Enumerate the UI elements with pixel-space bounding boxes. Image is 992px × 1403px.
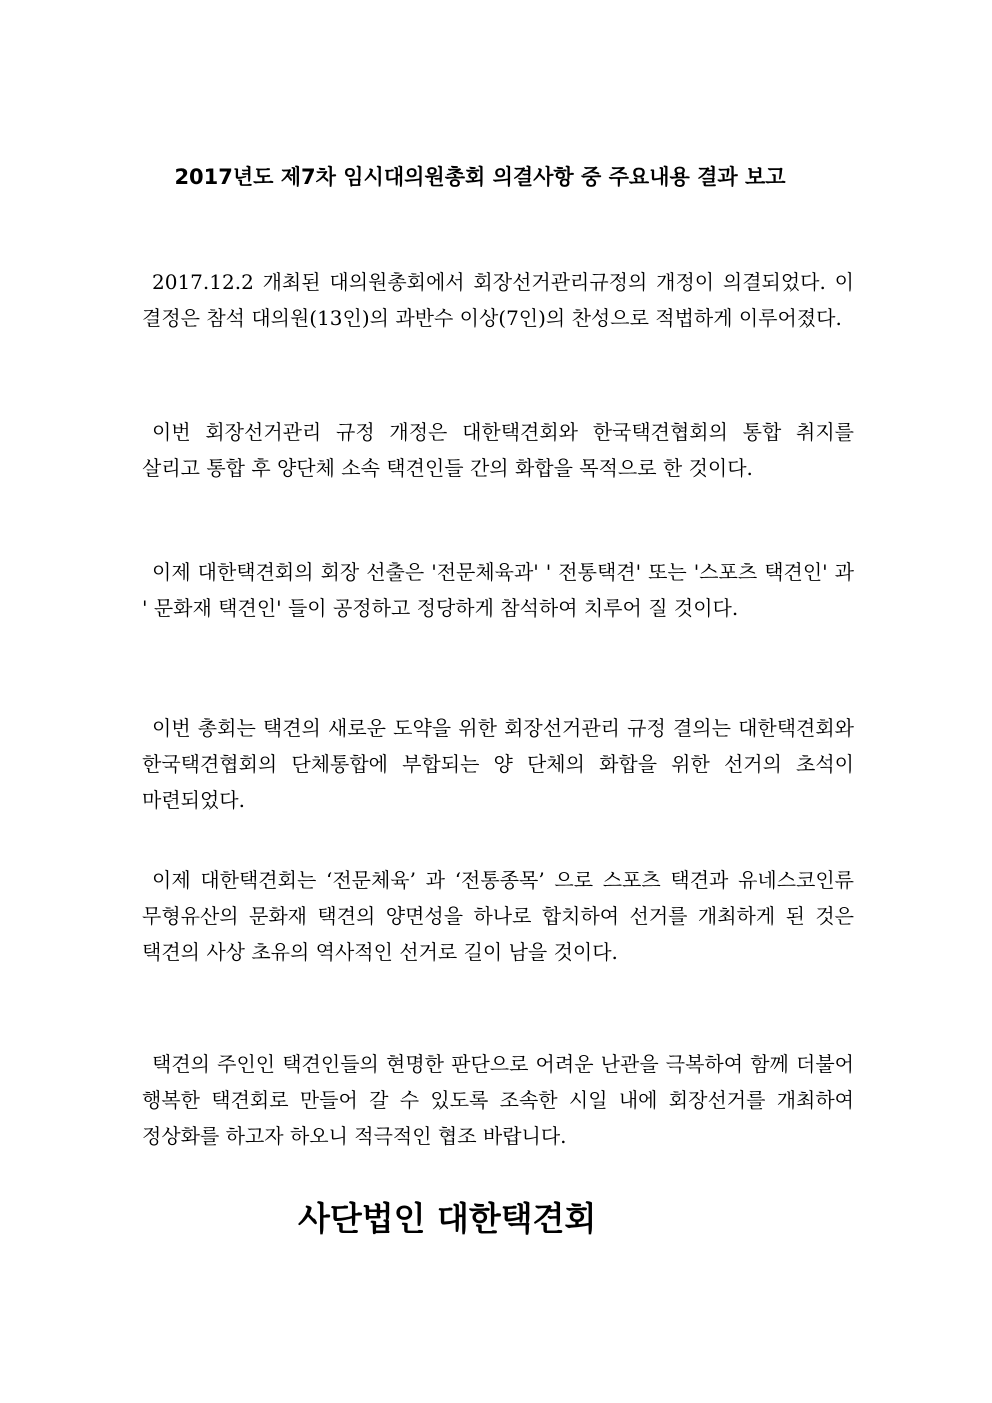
- paragraph-request: 택견의 주인인 택견인들의 현명한 판단으로 어려운 난관을 극복하여 함께 더불어 행복한 택견회로 만들어 갈 수 있도록 조속한 시일 내에 회장선거를 개최하여 정상화를 하고자 하오니 적극적인 협조 바랍니다.: [142, 1052, 854, 1148]
- paragraph-historic: 이제 대한택견회는 ‘전문체육’ 과 ‘전통종목’ 으로 스포츠 택견과 유네스코인류 무형유산의 문화재 택견의 양면성을 하나로 합치하여 선거를 개최하게 된 것은 택견의 사상 초유의 역사적인 선거로 길이 남을 것이다.: [142, 868, 854, 964]
- document-title: 2017년도 제7차 임시대의원총회 의결사항 중 주요내용 결과 보고: [174, 165, 786, 189]
- paragraph-purpose: 이번 회장선거관리 규정 개정은 대한택견회와 한국택견협회의 통합 취지를 살리고 통합 후 양단체 소속 택견인들 간의 화합을 목적으로 한 것이다.: [142, 420, 854, 480]
- paragraph-election: 이제 대한택견회의 회장 선출은 '전문체육과' ' 전통택견' 또는 '스포츠 택견인' 과 ' 문화재 택견인' 들이 공정하고 정당하게 참석하여 치루어 질 것이다.: [142, 560, 854, 620]
- organization-signature: 사단법인 대한택견회: [298, 1199, 597, 1238]
- paragraph-resolution: 2017.12.2 개최된 대의원총회에서 회장선거관리규정의 개정이 의결되었다. 이 결정은 참석 대의원(13인)의 과반수 이상(7인)의 찬성으로 적법하게 이루어졌다.: [142, 270, 854, 330]
- paragraph-foundation: 이번 총회는 택견의 새로운 도약을 위한 회장선거관리 규정 결의는 대한택견회와 한국택견협회의 단체통합에 부합되는 양 단체의 화합을 위한 선거의 초석이 마련되었다.: [142, 716, 854, 812]
